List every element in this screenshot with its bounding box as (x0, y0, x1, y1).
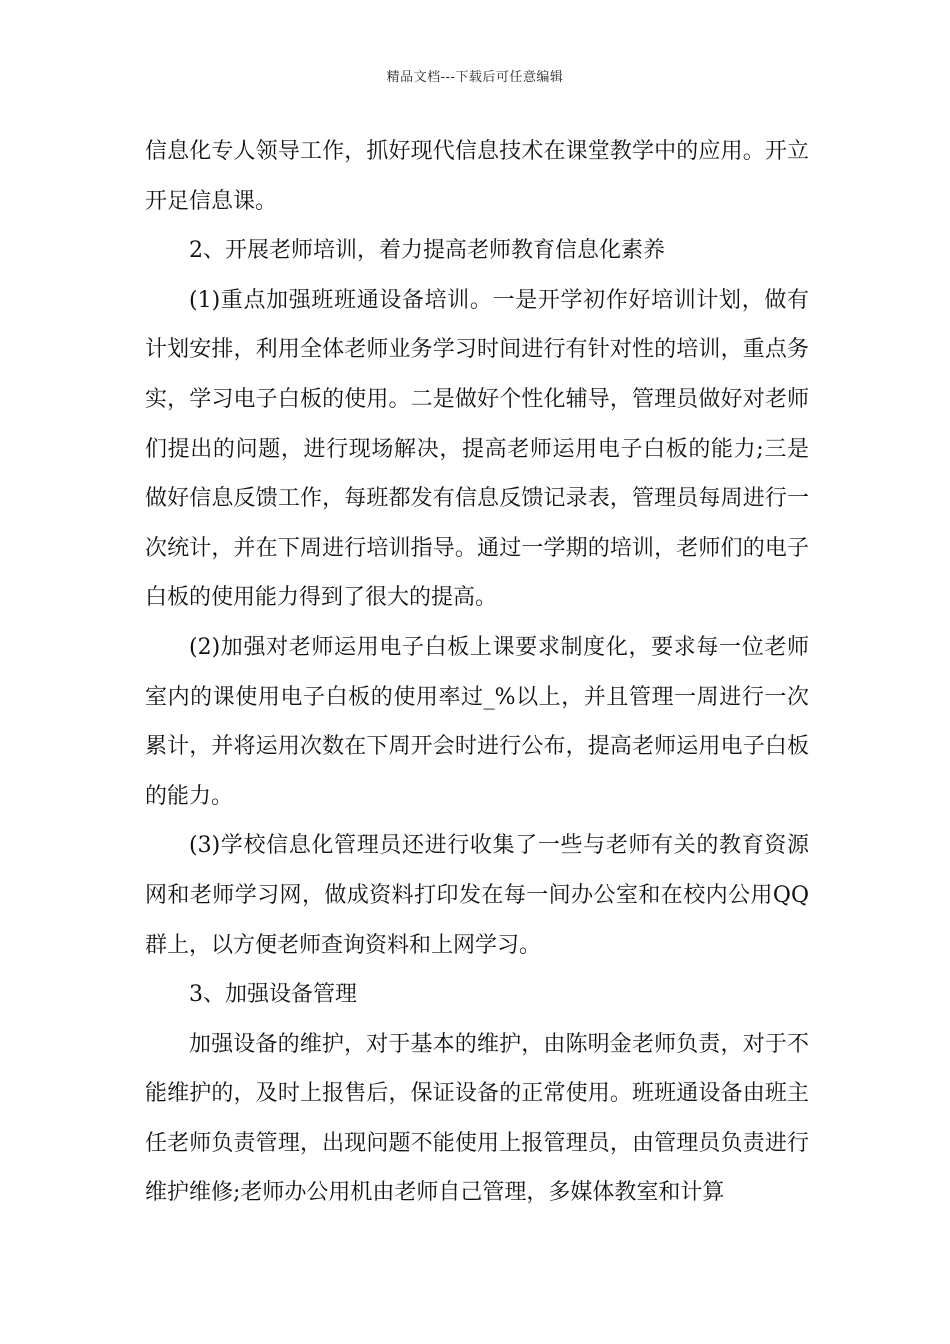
page-header: 精品文档---下载后可任意编辑 (386, 70, 564, 85)
paragraph-item-2: (2)加强对老师运用电子白板上课要求制度化，要求每一位老师室内的课使用电子白板的使用率过_%以上，并且管理一周进行一次累计，并将运用次数在下周开会时进行公布，提高老师运用电子白板的能力。 (145, 634, 809, 809)
section-heading-equipment: 3、加强设备管理 (189, 982, 357, 1008)
paragraph-item-1: (1)重点加强班班通设备培训。一是开学初作好培训计划，做有计划安排，利用全体老师业务学习时间进行有针对性的培训，重点务实，学习电子白板的使用。二是做好个性化辅导，管理员做好对老师们提出的问题，进行现场解决，提高老师运用电子白板的能力;三是做好信息反馈工作，每班都发有信息反馈记录表，管理员每周进行一次统计，并在下周进行培训指导。通过一学期的培训，老师们的电子白板的使用能力得到了很大的提高。 (145, 287, 809, 611)
section-heading-teacher-training: 2、开展老师培训，着力提高老师教育信息化素养 (189, 238, 665, 264)
paragraph-continuation: 信息化专人领导工作，抓好现代信息技术在课堂教学中的应用。开立开足信息课。 (145, 139, 809, 214)
document-body (145, 127, 809, 1218)
paragraph-equipment-maintenance: 加强设备的维护，对于基本的维护，由陈明金老师负责，对于不能维护的，及时上报售后，保证设备的正常使用。班班通设备由班主任老师负责管理，出现问题不能使用上报管理员，由管理员负责进行维护维修;老师办公用机由老师自己管理，多媒体教室和计算 (145, 1031, 809, 1206)
paragraph-item-3: (3)学校信息化管理员还进行收集了一些与老师有关的教育资源网和老师学习网，做成资料打印发在每一间办公室和在校内公用QQ群上，以方便老师查询资料和上网学习。 (145, 833, 809, 958)
